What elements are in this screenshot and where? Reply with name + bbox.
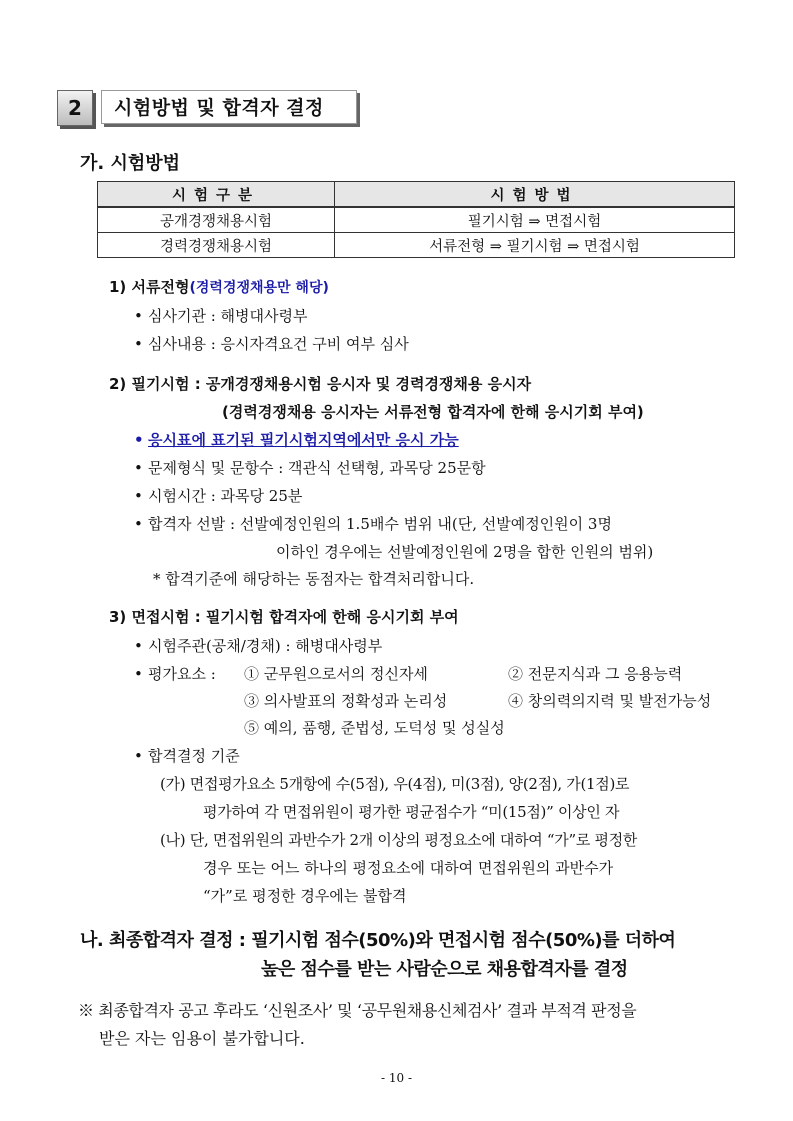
criteria-ga-continuation: 평가하여 각 면접위원이 평가한 평균점수가 “미(15점)” 이상인 자 [203, 803, 620, 821]
footnote: * 합격기준에 해당하는 동점자는 합격처리합니다. [153, 570, 475, 588]
final-decision-heading: 나. 최종합격자 결정 : 필기시험 점수(50%)와 면접시험 점수(50%)를 더하여 [80, 930, 676, 951]
eval-item: ④ 창의력의지력 및 발전가능성 [508, 692, 712, 710]
table-cell: 서류전형 ⇒ 필기시험 ⇒ 면접시험 [335, 233, 735, 258]
section-2-heading: 2) 필기시험 : 공개경쟁채용시험 응시자 및 경력경쟁채용 응시자 [109, 375, 532, 393]
list-item: • 시험시간 : 과목당 25분 [134, 485, 302, 506]
exam-method-table [97, 181, 735, 258]
exam-area-notice: • 응시표에 표기된 필기시험지역에서만 응시 가능 [134, 429, 459, 450]
subsection-heading-a: 가. 시험방법 [80, 153, 181, 174]
criteria-na-continuation: 경우 또는 어느 하나의 평정요소에 대하여 면접위원의 과반수가 [203, 859, 614, 877]
section-1-heading [109, 276, 329, 297]
table-row [98, 233, 735, 258]
table-cell: 경력경쟁채용시험 [98, 233, 335, 258]
section-header [57, 90, 363, 130]
list-item: • 심사기관 : 해병대사령부 [134, 305, 308, 326]
eval-label: • 평가요소 : [134, 663, 216, 684]
list-item: • 합격자 선발 : 선발예정인원의 1.5배수 범위 내(단, 선발예정인원이 3명 [134, 513, 612, 534]
eval-item: ② 전문지식과 그 응용능력 [508, 665, 683, 683]
criteria-na-continuation: “가”로 평정한 경우에는 불합격 [203, 887, 407, 905]
disqualification-notice-continuation: 받은 자는 임용이 불가합니다. [99, 1029, 305, 1048]
list-item-continuation: 이하인 경우에는 선발예정인원에 2명을 합한 인원의 범위) [276, 543, 654, 561]
criteria-label: • 합격결정 기준 [134, 745, 240, 766]
section-number: 2 [57, 90, 93, 126]
criteria-ga: (가) 면접평가요소 5개항에 수(5점), 우(4점), 미(3점), 양(2점), 가(1점)로 [160, 775, 630, 793]
table-row [98, 207, 735, 233]
section-title: 시험방법 및 합격자 결정 [101, 90, 357, 124]
disqualification-notice: ※ 최종합격자 공고 후라도 ‘신원조사’ 및 ‘공무원채용신체검사’ 결과 부적격 판정을 [78, 1001, 637, 1020]
page-number: - 10 - [380, 1071, 412, 1085]
list-item: • 심사내용 : 응시자격요건 구비 여부 심사 [134, 333, 409, 354]
table-cell: 공개경쟁채용시험 [98, 207, 335, 233]
eval-item: ⑤ 예의, 품행, 준법성, 도덕성 및 성실성 [244, 719, 505, 737]
section-3-heading: 3) 면접시험 : 필기시험 합격자에 한해 응시기회 부여 [109, 608, 459, 626]
section-1-note: (경력경쟁채용만 해당) [189, 280, 329, 296]
table-header-cell: 시험구분 [98, 182, 335, 208]
table-header-cell: 시험방법 [335, 182, 735, 208]
list-item: • 문제형식 및 문항수 : 객관식 선택형, 과목당 25문항 [134, 457, 486, 478]
section-2-subheading: (경력경쟁채용 응시자는 서류전형 합격자에 한해 응시기회 부여) [222, 403, 644, 421]
final-decision-continuation: 높은 점수를 받는 사람순으로 채용합격자를 결정 [261, 959, 628, 980]
eval-item: ③ 의사발표의 정확성과 논리성 [244, 692, 448, 710]
eval-item: ① 군무원으로서의 정신자세 [244, 665, 428, 683]
table-header-row [98, 182, 735, 208]
criteria-na: (나) 단, 면접위원의 과반수가 2개 이상의 평정요소에 대하여 “가”로 평정한 [160, 831, 638, 849]
section-1-title: 1) 서류전형 [109, 278, 190, 296]
list-item: • 시험주관(공채/경채) : 해병대사령부 [134, 635, 382, 656]
table-cell: 필기시험 ⇒ 면접시험 [335, 207, 735, 233]
